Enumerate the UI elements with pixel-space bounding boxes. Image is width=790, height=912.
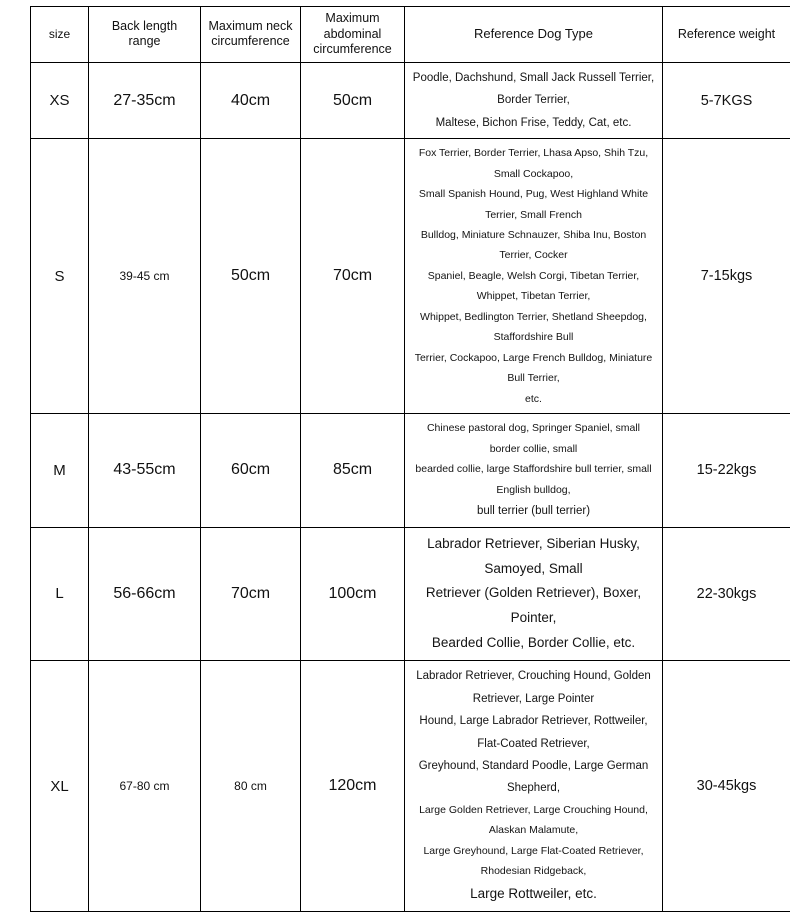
header-reference-weight: Reference weight xyxy=(663,7,790,63)
breed-line: Hound, Large Labrador Retriever, Rottweiler, Flat-Coated Retriever, xyxy=(411,710,656,755)
cell-back-length: 56-66cm xyxy=(89,527,201,661)
cell-breeds xyxy=(405,527,663,661)
cell-back-length: 27-35cm xyxy=(89,62,201,138)
header-reference-dog-type: Reference Dog Type xyxy=(405,7,663,63)
table-body xyxy=(31,62,790,911)
breed-line: Labrador Retriever, Siberian Husky, Samoyed, Small xyxy=(411,532,656,582)
cell-size: XS xyxy=(31,62,89,138)
cell-abdomen: 70cm xyxy=(301,139,405,414)
header-row xyxy=(31,7,790,63)
breed-line: Large Golden Retriever, Large Crouching Hound, Alaskan Malamute, xyxy=(411,800,656,841)
table-row xyxy=(31,62,790,138)
cell-breeds xyxy=(405,661,663,911)
cell-size: XL xyxy=(31,661,89,911)
breed-line: Terrier, Cockapoo, Large French Bulldog, Miniature Bull Terrier, xyxy=(411,348,656,389)
header-back-length: Back length range xyxy=(89,7,201,63)
breed-line: Large Greyhound, Large Flat-Coated Retriever, Rhodesian Ridgeback, xyxy=(411,841,656,882)
cell-back-length: 67-80 cm xyxy=(89,661,201,911)
breed-line: Whippet, Bedlington Terrier, Shetland Sheepdog, Staffordshire Bull xyxy=(411,307,656,348)
cell-back-length: 39-45 cm xyxy=(89,139,201,414)
header-neck-circumference: Maximum neck circumference xyxy=(201,7,301,63)
breed-line: bearded collie, large Staffordshire bull terrier, small English bulldog, xyxy=(411,459,656,500)
header-size: size xyxy=(31,7,89,63)
cell-abdomen: 100cm xyxy=(301,527,405,661)
cell-abdomen: 85cm xyxy=(301,414,405,527)
cell-weight: 15-22kgs xyxy=(663,414,790,527)
cell-neck: 40cm xyxy=(201,62,301,138)
breed-line: Maltese, Bichon Frise, Teddy, Cat, etc. xyxy=(411,112,656,134)
size-chart-document xyxy=(0,6,790,535)
cell-neck: 70cm xyxy=(201,527,301,661)
dog-size-chart-table xyxy=(30,6,790,912)
header-abdominal-circumference: Maximum abdominal circumference xyxy=(301,7,405,63)
breed-line: Greyhound, Standard Poodle, Large German Shepherd, xyxy=(411,755,656,800)
breed-line: Large Rottweiler, etc. xyxy=(411,882,656,907)
breed-line: etc. xyxy=(411,389,656,409)
breed-line: Bearded Collie, Border Collie, etc. xyxy=(411,631,656,656)
cell-weight: 22-30kgs xyxy=(663,527,790,661)
cell-neck: 80 cm xyxy=(201,661,301,911)
table-row xyxy=(31,414,790,527)
cell-breeds xyxy=(405,414,663,527)
table-header xyxy=(31,7,790,63)
cell-size: L xyxy=(31,527,89,661)
breed-line: Chinese pastoral dog, Springer Spaniel, small border collie, small xyxy=(411,418,656,459)
cell-breeds xyxy=(405,62,663,138)
table-row xyxy=(31,139,790,414)
cell-size: M xyxy=(31,414,89,527)
breed-line: Small Spanish Hound, Pug, West Highland White Terrier, Small French xyxy=(411,184,656,225)
breed-line: Labrador Retriever, Crouching Hound, Golden Retriever, Large Pointer xyxy=(411,665,656,710)
table-row xyxy=(31,661,790,911)
cell-back-length: 43-55cm xyxy=(89,414,201,527)
cell-breeds xyxy=(405,139,663,414)
cell-neck: 60cm xyxy=(201,414,301,527)
cell-size: S xyxy=(31,139,89,414)
cell-neck: 50cm xyxy=(201,139,301,414)
cell-abdomen: 50cm xyxy=(301,62,405,138)
breed-line: bull terrier (bull terrier) xyxy=(411,500,656,522)
cell-weight: 30-45kgs xyxy=(663,661,790,911)
cell-weight: 5-7KGS xyxy=(663,62,790,138)
cell-weight: 7-15kgs xyxy=(663,139,790,414)
breed-line: Spaniel, Beagle, Welsh Corgi, Tibetan Terrier, Whippet, Tibetan Terrier, xyxy=(411,266,656,307)
breed-line: Retriever (Golden Retriever), Boxer, Pointer, xyxy=(411,581,656,631)
breed-line: Bulldog, Miniature Schnauzer, Shiba Inu, Boston Terrier, Cocker xyxy=(411,225,656,266)
table-row xyxy=(31,527,790,661)
breed-line: Poodle, Dachshund, Small Jack Russell Terrier, Border Terrier, xyxy=(411,67,656,112)
breed-line: Fox Terrier, Border Terrier, Lhasa Apso, Shih Tzu, Small Cockapoo, xyxy=(411,143,656,184)
cell-abdomen: 120cm xyxy=(301,661,405,911)
